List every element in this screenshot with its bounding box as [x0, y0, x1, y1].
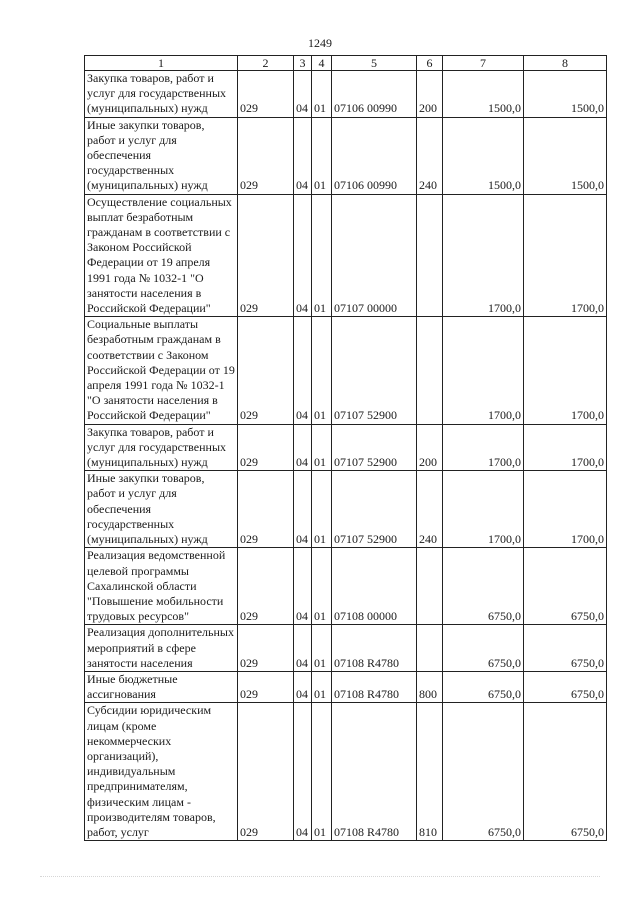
amount-cell: 1700,0: [524, 317, 607, 424]
subsection-cell: 01: [312, 117, 332, 194]
subsection-cell: 01: [312, 424, 332, 471]
target-article-cell: 07107 52900: [332, 471, 417, 548]
code-cell: 029: [238, 625, 294, 672]
row-name-cell: Реализация ведомственной целевой программы Сахалинской области "Повышение мобильности трудовых ресурсов": [85, 548, 238, 625]
amount-cell: 1700,0: [443, 317, 524, 424]
amount-cell: 1500,0: [443, 71, 524, 118]
section-cell: 04: [294, 117, 312, 194]
amount-cell: 6750,0: [524, 703, 607, 841]
amount-cell: 1700,0: [524, 424, 607, 471]
header-cell: 5: [332, 56, 417, 71]
row-name-cell: Социальные выплаты безработным гражданам в соответствии с Законом Российской Федерации от 19 апреля 1991 года № 1032-1 "О занятости населения в Российской Федерации": [85, 317, 238, 424]
amount-cell: 6750,0: [443, 703, 524, 841]
amount-cell: 1700,0: [524, 471, 607, 548]
table-row: [85, 71, 607, 118]
row-name-cell: Иные закупки товаров, работ и услуг для обеспечения государственных (муниципальных) нужд: [85, 471, 238, 548]
amount-cell: 1500,0: [524, 117, 607, 194]
section-cell: 04: [294, 548, 312, 625]
code-cell: 029: [238, 117, 294, 194]
target-article-cell: 07106 00990: [332, 117, 417, 194]
amount-cell: 1700,0: [443, 194, 524, 317]
code-cell: 029: [238, 471, 294, 548]
section-cell: 04: [294, 424, 312, 471]
target-article-cell: 07108 R4780: [332, 625, 417, 672]
amount-cell: 6750,0: [443, 671, 524, 702]
subsection-cell: 01: [312, 71, 332, 118]
table-row: [85, 625, 607, 672]
target-article-cell: 07108 R4780: [332, 671, 417, 702]
header-cell: 2: [238, 56, 294, 71]
subsection-cell: 01: [312, 671, 332, 702]
subsection-cell: 01: [312, 194, 332, 317]
header-cell: 6: [417, 56, 443, 71]
expense-type-cell: [417, 548, 443, 625]
scan-artifact: [40, 876, 600, 880]
amount-cell: 1500,0: [524, 71, 607, 118]
expense-type-cell: 240: [417, 117, 443, 194]
expense-type-cell: 240: [417, 471, 443, 548]
section-cell: 04: [294, 71, 312, 118]
expense-type-cell: [417, 317, 443, 424]
amount-cell: 1700,0: [443, 424, 524, 471]
expense-type-cell: 200: [417, 71, 443, 118]
section-cell: 04: [294, 194, 312, 317]
section-cell: 04: [294, 671, 312, 702]
subsection-cell: 01: [312, 471, 332, 548]
subsection-cell: 01: [312, 548, 332, 625]
code-cell: 029: [238, 548, 294, 625]
target-article-cell: 07106 00990: [332, 71, 417, 118]
amount-cell: 1500,0: [443, 117, 524, 194]
page-number: 1249: [308, 36, 332, 50]
row-name-cell: Закупка товаров, работ и услуг для государственных (муниципальных) нужд: [85, 71, 238, 118]
row-name-cell: Реализация дополнительных мероприятий в сфере занятости населения: [85, 625, 238, 672]
header-cell: 4: [312, 56, 332, 71]
row-name-cell: Закупка товаров, работ и услуг для государственных (муниципальных) нужд: [85, 424, 238, 471]
code-cell: 029: [238, 194, 294, 317]
expense-type-cell: [417, 625, 443, 672]
amount-cell: 1700,0: [524, 194, 607, 317]
amount-cell: 6750,0: [524, 548, 607, 625]
header-cell: 1: [85, 56, 238, 71]
code-cell: 029: [238, 71, 294, 118]
budget-table: [84, 55, 607, 841]
amount-cell: 6750,0: [524, 671, 607, 702]
expense-type-cell: [417, 194, 443, 317]
amount-cell: 6750,0: [443, 548, 524, 625]
target-article-cell: 07107 00000: [332, 194, 417, 317]
code-cell: 029: [238, 424, 294, 471]
table-row: [85, 548, 607, 625]
amount-cell: 1700,0: [443, 471, 524, 548]
subsection-cell: 01: [312, 703, 332, 841]
table-row: [85, 703, 607, 841]
table-row: [85, 424, 607, 471]
subsection-cell: 01: [312, 317, 332, 424]
section-cell: 04: [294, 703, 312, 841]
amount-cell: 6750,0: [443, 625, 524, 672]
header-cell: 3: [294, 56, 312, 71]
table-row: [85, 117, 607, 194]
subsection-cell: 01: [312, 625, 332, 672]
expense-type-cell: 810: [417, 703, 443, 841]
section-cell: 04: [294, 471, 312, 548]
row-name-cell: Осуществление социальных выплат безработным гражданам в соответствии с Законом Российской Федерации от 19 апреля 1991 года № 1032-1 "О занятости населения в Российской Федерации": [85, 194, 238, 317]
code-cell: 029: [238, 703, 294, 841]
section-cell: 04: [294, 317, 312, 424]
table-row: [85, 671, 607, 702]
expense-type-cell: 800: [417, 671, 443, 702]
code-cell: 029: [238, 317, 294, 424]
amount-cell: 6750,0: [524, 625, 607, 672]
code-cell: 029: [238, 671, 294, 702]
section-cell: 04: [294, 625, 312, 672]
table-row: [85, 317, 607, 424]
target-article-cell: 07107 52900: [332, 317, 417, 424]
header-row: [85, 56, 607, 71]
row-name-cell: Иные закупки товаров, работ и услуг для обеспечения государственных (муниципальных) нужд: [85, 117, 238, 194]
target-article-cell: 07108 00000: [332, 548, 417, 625]
header-cell: 7: [443, 56, 524, 71]
target-article-cell: 07107 52900: [332, 424, 417, 471]
table-row: [85, 194, 607, 317]
row-name-cell: Иные бюджетные ассигнования: [85, 671, 238, 702]
expense-type-cell: 200: [417, 424, 443, 471]
row-name-cell: Субсидии юридическим лицам (кроме некоммерческих организаций), индивидуальным предпринимателям, физическим лицам - производителям товаров, работ, услуг: [85, 703, 238, 841]
target-article-cell: 07108 R4780: [332, 703, 417, 841]
table-row: [85, 471, 607, 548]
header-cell: 8: [524, 56, 607, 71]
